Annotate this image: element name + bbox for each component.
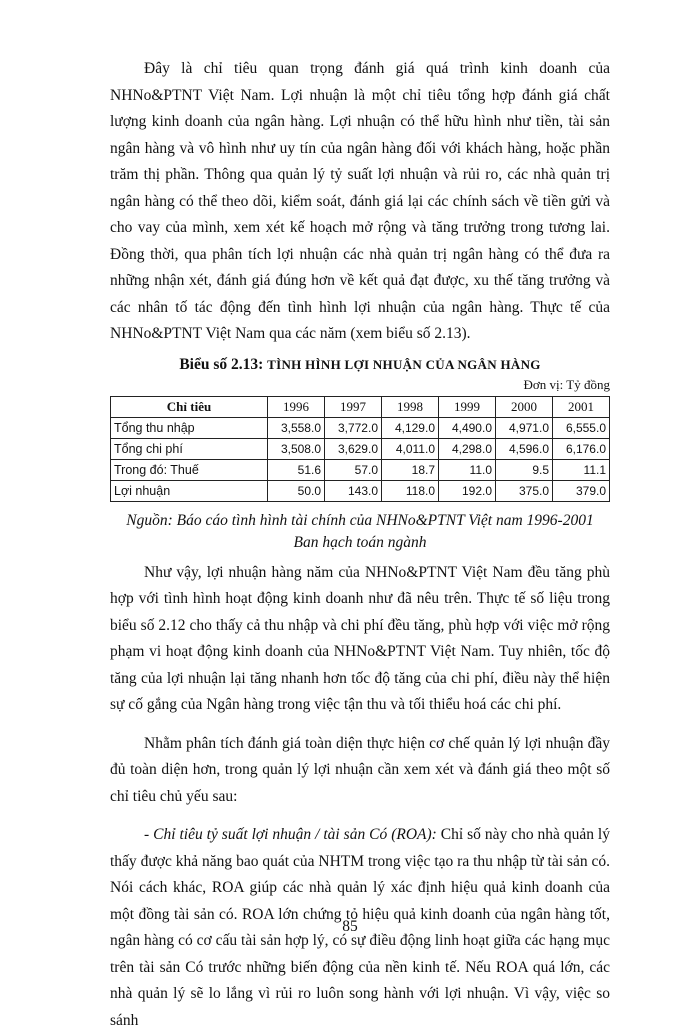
- cell-value: 11.0: [439, 459, 496, 480]
- cell-value: 9.5: [496, 459, 553, 480]
- cell-value: 57.0: [325, 459, 382, 480]
- cell-value: 3,508.0: [268, 438, 325, 459]
- cell-value: 3,772.0: [325, 417, 382, 438]
- row-label: Tổng chi phí: [111, 438, 268, 459]
- header-year: 1996: [268, 396, 325, 417]
- table-source: [110, 510, 610, 554]
- header-year: 1997: [325, 396, 382, 417]
- cell-value: 4,298.0: [439, 438, 496, 459]
- header-year: 1998: [382, 396, 439, 417]
- table-unit: Đơn vị: Tỷ đồng: [523, 376, 610, 392]
- cell-value: 4,596.0: [496, 438, 553, 459]
- paragraph-profit-intro: Đây là chỉ tiêu quan trọng đánh giá quá trình kinh doanh của NHNo&PTNT Việt Nam. Lợi nhuận là một chỉ tiêu tổng hợp đánh giá chất lượng kinh doanh của ngân hàng. Lợi nhuận có thể hữu hình như tiền, tài sản ngân hàng và vô hình như uy tín của ngân hàng đối với khách hàng, hoặc phần trăm thị phần. Thông qua quản lý tỷ suất lợi nhuận và rủi ro, các nhà quản trị ngân hàng có thể theo dõi, kiểm soát, đánh giá lại các chính sách về tiền gửi và cho vay của mình, xem xét kế hoạch mở rộng và tăng trưởng trong tương lai. Đồng thời, qua phân tích lợi nhuận các nhà quản trị ngân hàng có thể đưa ra những nhận xét, đánh giá đúng hơn về kết quả đạt được, xu thế tăng trưởng và các nhân tố tác động đến tình hình lợi nhuận của ngân hàng. Thực tế của NHNo&PTNT Việt Nam qua các năm (xem biểu số 2.13).: [110, 60, 610, 342]
- header-year: 2000: [496, 396, 553, 417]
- cell-value: 11.1: [553, 459, 610, 480]
- table-row: [111, 480, 610, 501]
- table-row: [111, 459, 610, 480]
- roa-body: Chỉ số này cho nhà quản lý thấy được khả năng bao quát của NHTM trong việc tạo ra thu nhập từ tài sản có. Nói cách khác, ROA giúp các nhà quản lý xác định hiệu quả kinh doanh của một đồng tài sản có. ROA lớn chứng tỏ hiệu quả kinh doanh của ngân hàng tốt, ngân hàng có cơ cấu tài sản hợp lý, có sự điều động linh hoạt giữa các hạng mục trên tài sản Có trước những biến động của nền kinh tế. Nếu ROA quá lớn, các nhà quản lý sẽ lo lắng vì rủi ro luôn song hành với lợi nhuận. Vì vậy, việc so sánh: [110, 826, 610, 1029]
- roa-heading: - Chỉ tiêu tỷ suất lợi nhuận / tài sản Có (ROA):: [144, 826, 437, 843]
- row-label: Lợi nhuận: [111, 480, 268, 501]
- paragraph-profit-analysis: Như vậy, lợi nhuận hàng năm của NHNo&PTNT Việt Nam đều tăng phù hợp với tình hình hoạt động kinh doanh như đã nêu trên. Thực tế số liệu trong biểu số 2.12 cho thấy cả thu nhập và chi phí đều tăng, phù hợp với việc mở rộng phạm vi hoạt động kinh doanh của NHNo&PTNT Việt Nam. Tuy nhiên, tốc độ tăng của lợi nhuận lại tăng nhanh hơn tốc độ tăng của chi phí, điều này thể hiện sự cố gắng của Ngân hàng trong việc tận thu và tối thiểu hoá các chi phí.: [110, 563, 610, 713]
- cell-value: 3,558.0: [268, 417, 325, 438]
- cell-value: 50.0: [268, 480, 325, 501]
- cell-value: 192.0: [439, 480, 496, 501]
- row-label: Tổng thu nhập: [111, 417, 268, 438]
- header-indicator: Chỉ tiêu: [111, 396, 268, 417]
- cell-value: 4,129.0: [382, 417, 439, 438]
- table-caption-title: TÌNH HÌNH LỢI NHUẬN CỦA NGÂN HÀNG: [267, 356, 541, 372]
- cell-value: 6,176.0: [553, 438, 610, 459]
- paragraph-indicators-intro: Nhằm phân tích đánh giá toàn diện thực hiện cơ chế quản lý lợi nhuận đầy đủ toàn diện hơn, trong quản lý lợi nhuận cần xem xét và đánh giá theo một số chỉ tiêu chủ yếu sau:: [110, 734, 610, 805]
- header-year: 1999: [439, 396, 496, 417]
- source-line: Nguồn: Báo cáo tình hình tài chính của NHNo&PTNT Việt nam 1996-2001: [126, 511, 594, 529]
- table-caption-label: Biểu số 2.13:: [179, 355, 264, 373]
- cell-value: 379.0: [553, 480, 610, 501]
- document-page: [110, 56, 610, 1034]
- source-line: Ban hạch toán ngành: [293, 533, 427, 551]
- profit-table: [110, 396, 610, 502]
- table-row: [111, 438, 610, 459]
- header-year: 2001: [553, 396, 610, 417]
- page-number: 85: [342, 918, 358, 935]
- cell-value: 4,490.0: [439, 417, 496, 438]
- cell-value: 143.0: [325, 480, 382, 501]
- cell-value: 51.6: [268, 459, 325, 480]
- table-header-row: [111, 396, 610, 417]
- table-row: [111, 417, 610, 438]
- cell-value: 4,971.0: [496, 417, 553, 438]
- cell-value: 6,555.0: [553, 417, 610, 438]
- cell-value: 4,011.0: [382, 438, 439, 459]
- cell-value: 118.0: [382, 480, 439, 501]
- cell-value: 375.0: [496, 480, 553, 501]
- row-label: Trong đó: Thuế: [111, 459, 268, 480]
- cell-value: 18.7: [382, 459, 439, 480]
- cell-value: 3,629.0: [325, 438, 382, 459]
- table-caption: [110, 354, 610, 376]
